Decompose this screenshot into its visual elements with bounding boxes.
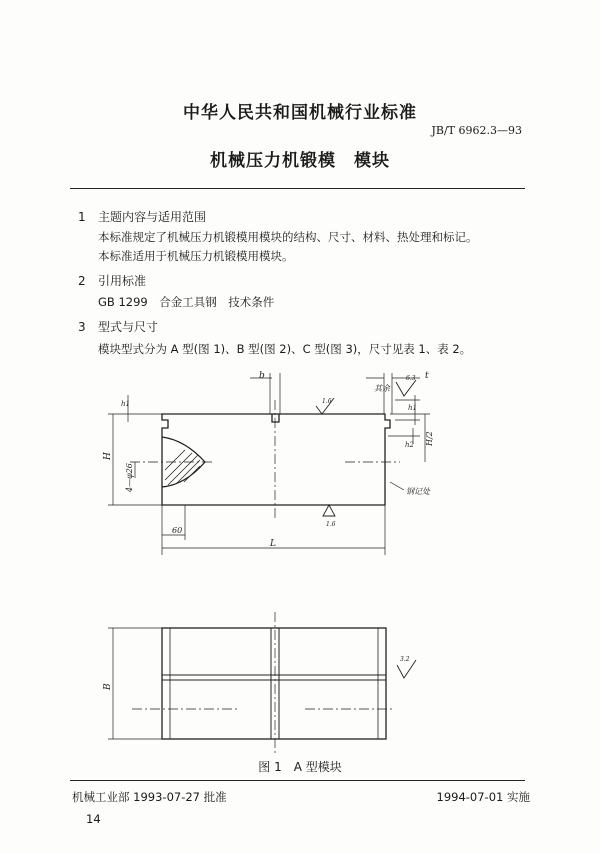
roughness-plan-value: 3.2 (400, 656, 410, 663)
figure-caption: 图 1 A 型模块 (258, 760, 342, 774)
footer-rule (70, 780, 525, 781)
dim-h1-left-label: h1 (121, 400, 130, 408)
roughness-bottom-icon (323, 505, 335, 516)
dim-H2-label: H/2 (425, 431, 434, 446)
standard-number: JB/T 6962.3—93 (431, 124, 522, 137)
front-view (162, 414, 390, 505)
dim-L-label: L (270, 539, 276, 549)
section-title: 型式与尺寸 (98, 320, 159, 334)
mark-location-label: 钢记处 (406, 487, 430, 496)
front-centerlines (130, 400, 400, 520)
page-number: 14 (86, 812, 101, 826)
dim-holes-label: 4—φ26 (125, 463, 134, 492)
rest-label: 其余 (374, 384, 390, 393)
section-number: 1 (78, 210, 86, 224)
front-dimensions (108, 373, 430, 555)
roughness-bottom-value: 1.6 (326, 521, 336, 528)
section-2-para-1: GB 1299 合金工具钢 技术条件 (98, 295, 275, 309)
roughness-rest-value: 6.3 (406, 375, 416, 382)
dim-B-label: B (103, 683, 113, 690)
section-title: 引用标准 (98, 274, 147, 288)
implementation-date: 1994-07-01 实施 (436, 790, 530, 804)
section-1-para-2: 本标准适用于机械压力机锻模用模块。 (98, 249, 294, 263)
hole-hatching (165, 450, 200, 485)
approval-date: 机械工业部 1993-07-27 批准 (72, 790, 227, 804)
roughness-rest-icon (396, 380, 416, 396)
dim-60-label: 60 (172, 526, 183, 535)
section-number: 2 (78, 274, 86, 288)
dim-h1-right-label: h1 (408, 404, 417, 412)
dim-t-label: t (425, 371, 429, 381)
dim-b-label: b (259, 371, 265, 381)
section-3-para-1: 模块型式分为 A 型(图 1)、B 型(图 2)、C 型(图 3)，尺寸见表 1、表 2。 (98, 342, 472, 356)
section-title: 主题内容与适用范围 (98, 210, 207, 224)
document-title: 机械压力机锻模 模块 (210, 151, 390, 171)
plan-centerlines (132, 612, 395, 755)
roughness-top-value: 1.6 (322, 398, 332, 405)
section-number: 3 (78, 320, 86, 334)
plan-dimensions (108, 628, 162, 739)
dim-h2-label: h2 (405, 441, 414, 449)
section-1-para-1: 本标准规定了机械压力机锻模用模块的结构、尺寸、材料、热处理和标记。 (98, 230, 478, 244)
dim-H-label: H (103, 452, 113, 460)
plan-view (162, 628, 386, 739)
standard-org-title: 中华人民共和国机械行业标准 (183, 103, 417, 123)
